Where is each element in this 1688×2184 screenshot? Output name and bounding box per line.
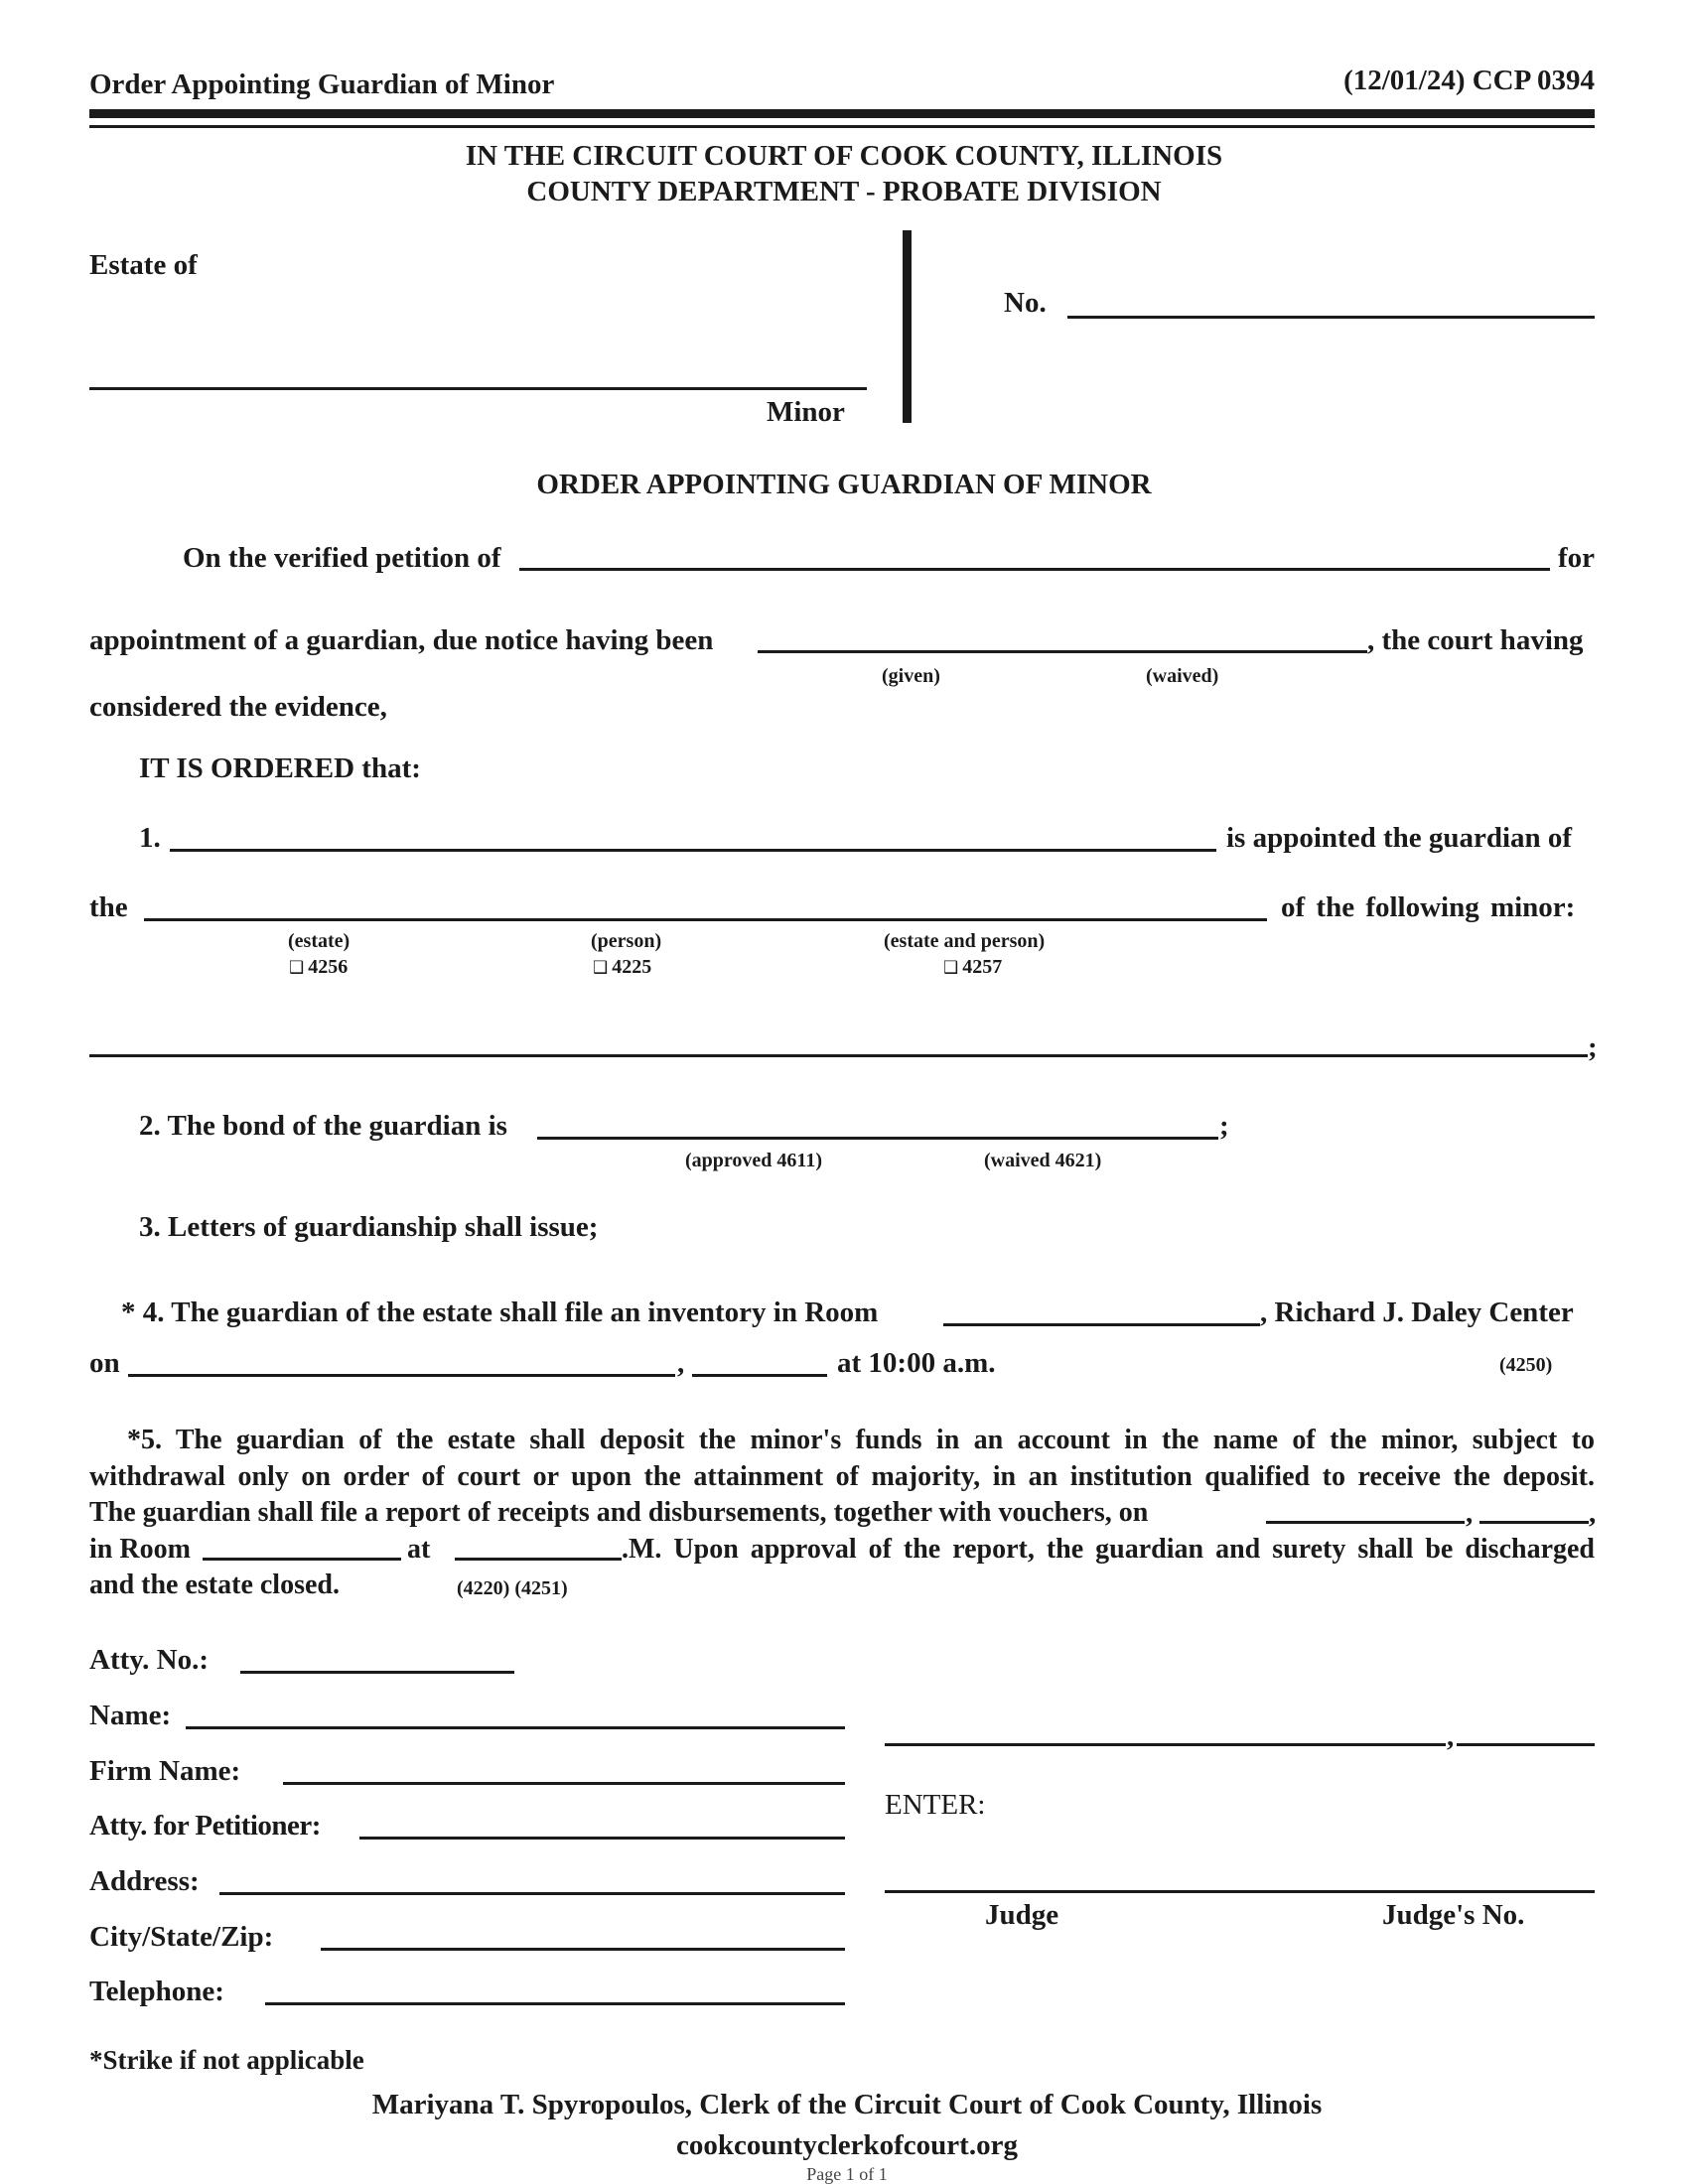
atty-no-field[interactable]: [240, 1671, 514, 1674]
minor-label: Minor: [767, 396, 845, 428]
clerk-name: Mariyana T. Spyropoulos, Clerk of the Circuit Court of Cook County, Illinois: [371, 2089, 1323, 2120]
form-title: Order Appointing Guardian of Minor: [89, 68, 555, 100]
telephone-label: Telephone:: [89, 1976, 224, 2007]
inventory-room-field[interactable]: [943, 1323, 1260, 1326]
item5-line1: *5. The guardian of the estate shall deposit the minor's funds in an account in the name of the minor, subject to: [127, 1425, 1595, 1455]
court-name: IN THE CIRCUIT COURT OF COOK COUNTY, ILLINOIS: [465, 140, 1223, 172]
clerk-website[interactable]: cookcountyclerkofcourt.org: [676, 2129, 1018, 2161]
strike-note: *Strike if not applicable: [89, 2045, 364, 2075]
ordered-text: IT IS ORDERED that:: [139, 752, 421, 784]
item4-text: * 4. The guardian of the estate shall file an inventory in Room: [121, 1297, 879, 1328]
city-state-zip-field[interactable]: [321, 1948, 845, 1951]
item2-text: 2. The bond of the guardian is: [139, 1110, 507, 1142]
guardian-type-field[interactable]: [144, 918, 1267, 921]
item5-line2: withdrawal only on order of court or upon the attainment of majority, in an institution qualified to receive the deposit.: [89, 1461, 1595, 1492]
atty-for-petitioner-label: Atty. for Petitioner:: [89, 1810, 321, 1842]
option-person-label: (person): [591, 930, 662, 952]
judge-no-label: Judge's No.: [1382, 1899, 1525, 1931]
estate-of-label: Estate of: [89, 249, 198, 281]
item1-number: 1.: [139, 822, 161, 854]
name-field[interactable]: [186, 1726, 845, 1729]
entry-date-field[interactable]: [885, 1743, 1446, 1746]
inventory-date-field[interactable]: [128, 1374, 675, 1377]
minor-details-field[interactable]: [89, 1054, 1588, 1057]
entry-year-field[interactable]: [1457, 1743, 1595, 1746]
checkbox-icon[interactable]: ❑: [943, 958, 959, 978]
caption-divider: [903, 230, 912, 423]
minor-name-field[interactable]: [89, 387, 867, 390]
item5-line4: .M. Upon approval of the report, the guardian and surety shall be discharged: [622, 1534, 1595, 1565]
approved-hint: (approved 4611): [685, 1150, 822, 1171]
option-estate[interactable]: [289, 957, 348, 978]
report-time-field[interactable]: [455, 1558, 622, 1561]
comma: ,: [1589, 1497, 1597, 1529]
atty-no-label: Atty. No.:: [89, 1644, 210, 1676]
report-date-field[interactable]: [1266, 1521, 1465, 1524]
option-code: 4257: [962, 956, 1003, 978]
judge-signature-field[interactable]: [885, 1890, 1595, 1893]
codes-4220-4251: (4220) (4251): [457, 1577, 568, 1599]
checkbox-icon[interactable]: ❑: [593, 958, 609, 978]
city-state-zip-label: City/State/Zip:: [89, 1921, 274, 1953]
option-code: 4225: [612, 956, 652, 978]
at-label: at: [407, 1534, 431, 1565]
case-no-field[interactable]: [1067, 316, 1595, 319]
address-label: Address:: [89, 1865, 200, 1897]
form-code: (12/01/24) CCP 0394: [1343, 65, 1595, 96]
petitioner-field[interactable]: [519, 568, 1550, 571]
code-4250: (4250): [1499, 1354, 1553, 1376]
item3-text: 3. Letters of guardianship shall issue;: [139, 1211, 599, 1243]
judge-label: Judge: [985, 1899, 1059, 1931]
option-estate-label: (estate): [288, 930, 351, 952]
semicolon: ;: [1219, 1110, 1229, 1142]
for-label: for: [1558, 542, 1596, 574]
header-thin-rule: [89, 125, 1595, 128]
notice-field[interactable]: [758, 650, 1367, 653]
court-division: COUNTY DEPARTMENT - PROBATE DIVISION: [526, 176, 1162, 207]
address-field[interactable]: [219, 1892, 845, 1895]
enter-label: ENTER:: [885, 1789, 986, 1821]
in-room-label: in Room: [89, 1534, 191, 1565]
comma: ,: [1466, 1497, 1474, 1529]
appointment-label: appointment of a guardian, due notice having been: [89, 624, 714, 656]
report-year-field[interactable]: [1479, 1521, 1589, 1524]
header-thick-rule: [89, 109, 1595, 118]
waived-hint: (waived): [1146, 665, 1219, 687]
on-label: on: [89, 1347, 120, 1379]
firm-name-label: Firm Name:: [89, 1755, 241, 1787]
following-minor-text: of the following minor:: [1281, 891, 1576, 923]
option-estate-person-label: (estate and person): [884, 930, 1046, 952]
semicolon: ;: [1588, 1031, 1598, 1063]
at-time-text: at 10:00 a.m.: [837, 1347, 996, 1379]
inventory-year-field[interactable]: [692, 1374, 827, 1377]
considered-text: considered the evidence,: [89, 691, 387, 723]
report-room-field[interactable]: [203, 1558, 401, 1561]
name-label: Name:: [89, 1700, 172, 1731]
telephone-field[interactable]: [265, 2002, 845, 2005]
guardian-name-field[interactable]: [170, 849, 1216, 852]
the-label: the: [89, 891, 128, 923]
option-estate-person[interactable]: [943, 957, 1002, 978]
atty-for-petitioner-field[interactable]: [359, 1837, 845, 1840]
checkbox-icon[interactable]: ❑: [289, 958, 305, 978]
page-number: Page 1 of 1: [806, 2164, 888, 2184]
item5-line5: and the estate closed.: [89, 1570, 340, 1600]
petition-label: On the verified petition of: [183, 542, 501, 574]
appointed-text: is appointed the guardian of: [1226, 822, 1573, 854]
court-having-label: , the court having: [1367, 624, 1584, 656]
comma: ,: [1447, 1720, 1455, 1752]
daley-center-text: , Richard J. Daley Center: [1260, 1297, 1574, 1328]
item5-line3: The guardian shall file a report of receipts and disbursements, together with vouchers, on: [89, 1497, 1149, 1528]
option-person[interactable]: [593, 957, 651, 978]
bond-field[interactable]: [537, 1137, 1218, 1140]
option-code: 4256: [308, 956, 349, 978]
comma: ,: [677, 1347, 685, 1379]
given-hint: (given): [882, 665, 940, 687]
firm-name-field[interactable]: [283, 1782, 845, 1785]
order-title: ORDER APPOINTING GUARDIAN OF MINOR: [536, 469, 1152, 500]
waived-bond-hint: (waived 4621): [984, 1150, 1102, 1171]
case-no-label: No.: [1004, 287, 1047, 319]
